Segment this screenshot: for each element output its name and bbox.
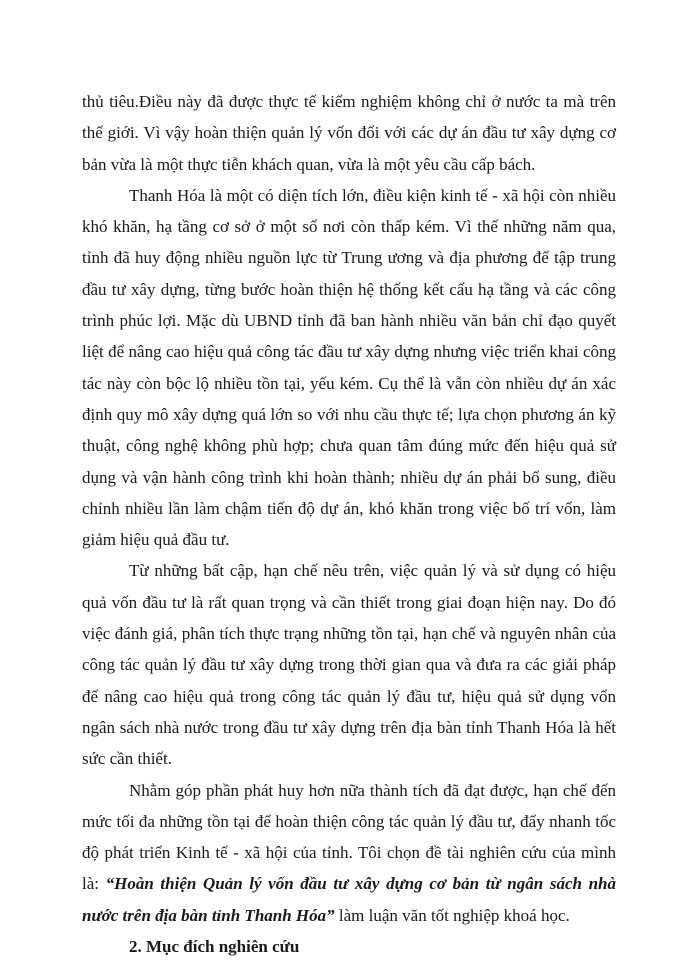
paragraph-intro-text: Nhằm góp phần phát huy hơn nữa thành tích đã đạt được, hạn chế đến mức tối đa những tồn tại để hoàn thiện công tác quản lý đầu tư, đẩy nhanh tốc độ phát triển Kinh tế - xã hội của tỉnh. Tôi chọn đề tài nghiên cứu của mình là: xyxy=(82,780,616,894)
thesis-title: “Hoàn thiện Quản lý vốn đầu tư xây dựng cơ bản từ ngân sách nhà nước trên địa bàn tỉnh Thanh Hóa” xyxy=(82,874,616,925)
paragraph-thesis-topic xyxy=(82,775,616,931)
paragraph-shortcomings: Từ những bất cập, hạn chế nêu trên, việc quản lý và sử dụng có hiệu quả vốn đầu tư là rất quan trọng và cần thiết trong giai đoạn hiện nay. Do đó việc đánh giá, phân tích thực trạng những tồn tại, hạn chế và nguyên nhân của công tác quản lý đầu tư xây dựng trong thời gian qua và đưa ra các giải pháp để nâng cao hiệu quả trong công tác quản lý đầu tư, hiệu quả sử dụng vốn ngân sách nhà nước trong đầu tư xây dựng trên địa bàn tỉnh Thanh Hóa là hết sức cần thiết. xyxy=(82,561,616,769)
section-heading: 2. Mục đích nghiên cứu xyxy=(129,937,300,957)
paragraph-closing-text: làm luận văn tốt nghiệp khoá học. xyxy=(334,905,570,925)
paragraph-continuation: thủ tiêu.Điều này đã được thực tế kiểm nghiệm không chỉ ở nước ta mà trên thế giới. Vì vậy hoàn thiện quản lý vốn đối với các dự án đầu tư xây dựng cơ bản vừa là một thực tiễn khách quan, vừa là một yêu cầu cấp bách. xyxy=(82,92,616,174)
paragraph-thanh-hoa-context: Thanh Hóa là một có diện tích lớn, điều kiện kinh tế - xã hội còn nhiều khó khăn, hạ tầng cơ sở ở một số nơi còn thấp kém. Vì thế những năm qua, tỉnh đã huy động nhiều nguồn lực từ Trung ương và địa phương để tập trung đầu tư xây dựng, từng bước hoàn thiện hệ thống kết cấu hạ tầng và các công trình phúc lợi. Mặc dù UBND tỉnh đã ban hành nhiều văn bản chỉ đạo quyết liệt để nâng cao hiệu quả công tác đầu tư xây dựng nhưng việc triển khai công tác này còn bộc lộ nhiều tồn tại, yếu kém. Cụ thể là vẫn còn nhiều dự án xác định quy mô xây dựng quá lớn so với nhu cầu thực tế; lựa chọn phương án kỹ thuật, công nghệ không phù hợp; chưa quan tâm đúng mức đến hiệu quả sử dụng và vận hành công trình khi hoàn thành; nhiều dự án phải bổ sung, điều chỉnh nhiều lần làm chậm tiến độ dự án, khó khăn trong việc bố trí vốn, làm giảm hiệu quả đầu tư. xyxy=(82,185,616,550)
body-text xyxy=(82,86,616,962)
